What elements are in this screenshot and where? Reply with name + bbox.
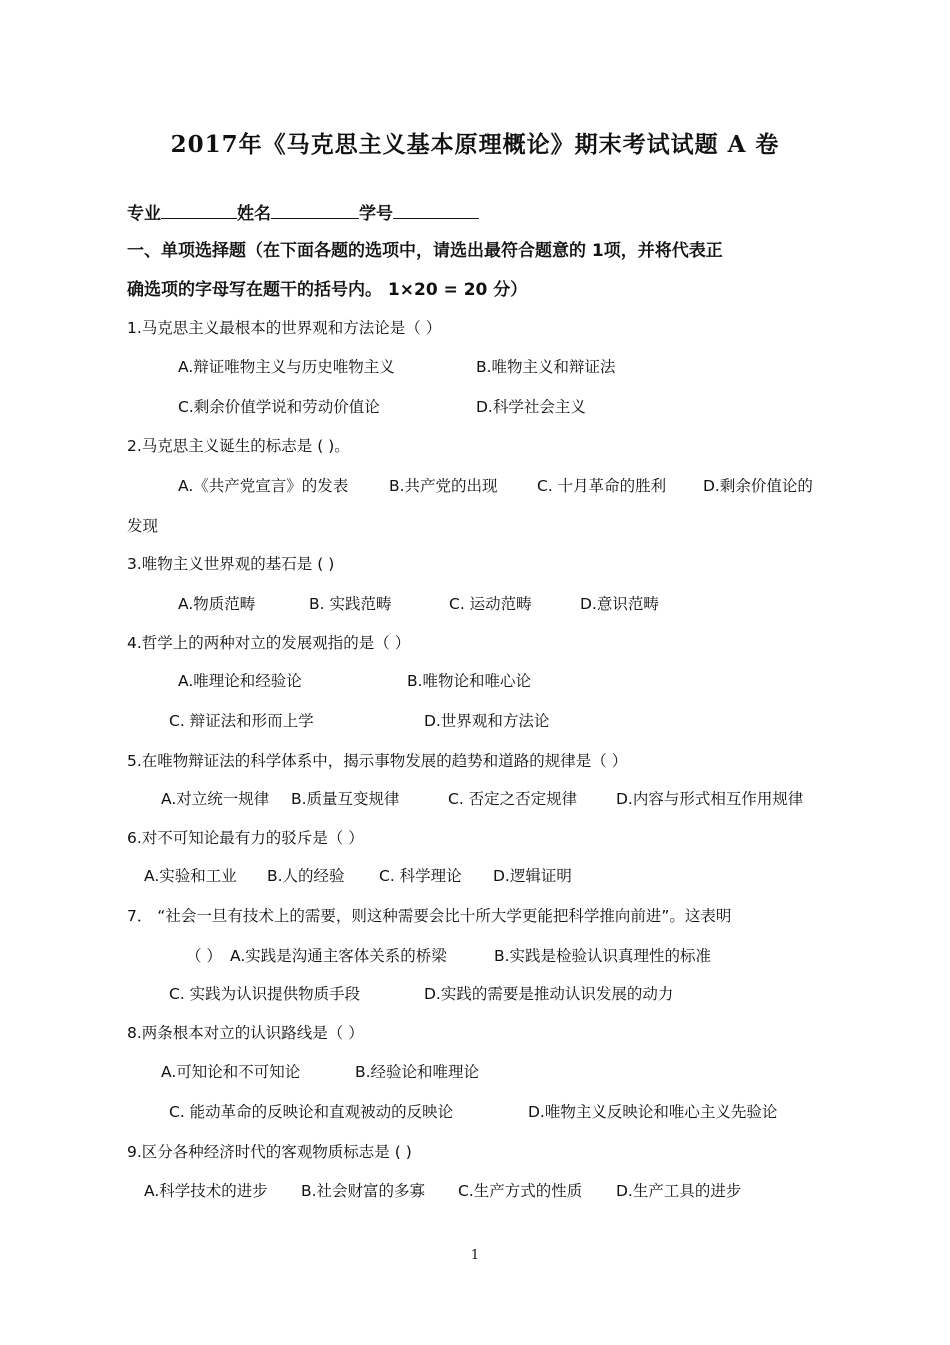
q9-option-a: A.科学技术的进步 <box>144 1182 268 1200</box>
q4-option-c: C. 辩证法和形而上学 <box>169 712 314 730</box>
question-8-stem: 8.两条根本对立的认识路线是（ ） <box>127 1024 364 1042</box>
q3-option-c: C. 运动范畴 <box>449 595 532 613</box>
major-label: 专业 <box>127 204 161 224</box>
q8-option-b: B.经验论和唯理论 <box>355 1063 480 1081</box>
question-7-stem: 7． “社会一旦有技术上的需要，则这种需要会比十所大学更能把科学推向前进”。这表明 <box>127 907 732 925</box>
question-5-stem: 5.在唯物辩证法的科学体系中，揭示事物发展的趋势和道路的规律是（ ） <box>127 752 628 770</box>
q7-option-d: D.实践的需要是推动认识发展的动力 <box>424 985 674 1003</box>
q6-option-d: D.逻辑证明 <box>493 867 572 885</box>
question-4-stem: 4.哲学上的两种对立的发展观指的是（ ） <box>127 634 411 652</box>
major-blank[interactable] <box>161 203 237 219</box>
q5-option-b: B.质量互变规律 <box>291 790 400 808</box>
q5-option-c: C. 否定之否定规律 <box>448 790 578 808</box>
question-1-stem: 1.马克思主义最根本的世界观和方法论是（ ） <box>127 319 442 337</box>
id-blank[interactable] <box>393 203 479 219</box>
page-number: 1 <box>470 1248 480 1263</box>
q2-option-b: B.共产党的出现 <box>389 477 498 495</box>
q2-option-c: C. 十月革命的胜利 <box>537 477 667 495</box>
q7-option-a: A.实践是沟通主客体关系的桥梁 <box>230 947 447 965</box>
id-label: 学号 <box>359 204 393 224</box>
q5-option-a: A.对立统一规律 <box>161 790 270 808</box>
name-blank[interactable] <box>271 203 359 219</box>
section-heading-line1: 一、单项选择题（在下面各题的选项中，请选出最符合题意的 1项，并将代表正 <box>127 241 723 261</box>
q2-option-d-continued: 发现 <box>127 517 159 535</box>
q6-option-c: C. 科学理论 <box>379 867 462 885</box>
q4-option-a: A.唯理论和经验论 <box>178 672 302 690</box>
student-info-line <box>127 199 479 224</box>
q9-option-b: B.社会财富的多寡 <box>301 1182 426 1200</box>
question-9-stem: 9.区分各种经济时代的客观物质标志是 ( ) <box>127 1143 412 1161</box>
q2-option-a: A.《共产党宣言》的发表 <box>178 477 349 495</box>
q3-option-a: A.物质范畴 <box>178 595 256 613</box>
question-2-stem: 2.马克思主义诞生的标志是 ( )。 <box>127 437 350 455</box>
q8-option-c: C. 能动革命的反映论和直观被动的反映论 <box>169 1103 454 1121</box>
page-title: 2017年《马克思主义基本原理概论》期末考试试题 A 卷 <box>170 131 780 158</box>
name-label: 姓名 <box>237 204 271 224</box>
q8-option-a: A.可知论和不可知论 <box>161 1063 301 1081</box>
q9-option-d: D.生产工具的进步 <box>616 1182 742 1200</box>
q9-option-c: C.生产方式的性质 <box>458 1182 583 1200</box>
q4-option-b: B.唯物论和唯心论 <box>407 672 532 690</box>
q4-option-d: D.世界观和方法论 <box>424 712 550 730</box>
q6-option-b: B.人的经验 <box>267 867 345 885</box>
q1-option-b: B.唯物主义和辩证法 <box>476 358 616 376</box>
section-heading-line2: 确选项的字母写在题干的括号内。 1×20 = 20 分） <box>127 280 528 300</box>
q3-option-b: B. 实践范畴 <box>309 595 392 613</box>
q7-answer-paren: （ ） <box>186 947 222 965</box>
q2-option-d: D.剩余价值论的 <box>703 477 813 495</box>
q8-option-d: D.唯物主义反映论和唯心主义先验论 <box>528 1103 778 1121</box>
q1-option-a: A.辩证唯物主义与历史唯物主义 <box>178 358 395 376</box>
q5-option-d: D.内容与形式相互作用规律 <box>616 790 804 808</box>
q3-option-d: D.意识范畴 <box>580 595 659 613</box>
q6-option-a: A.实验和工业 <box>144 867 237 885</box>
q1-option-c: C.剩余价值学说和劳动价值论 <box>178 398 380 416</box>
question-3-stem: 3.唯物主义世界观的基石是 ( ) <box>127 555 335 573</box>
q7-option-b: B.实践是检验认识真理性的标准 <box>494 947 712 965</box>
q7-option-c: C. 实践为认识提供物质手段 <box>169 985 361 1003</box>
q1-option-d: D.科学社会主义 <box>476 398 586 416</box>
question-6-stem: 6.对不可知论最有力的驳斥是（ ） <box>127 829 364 847</box>
